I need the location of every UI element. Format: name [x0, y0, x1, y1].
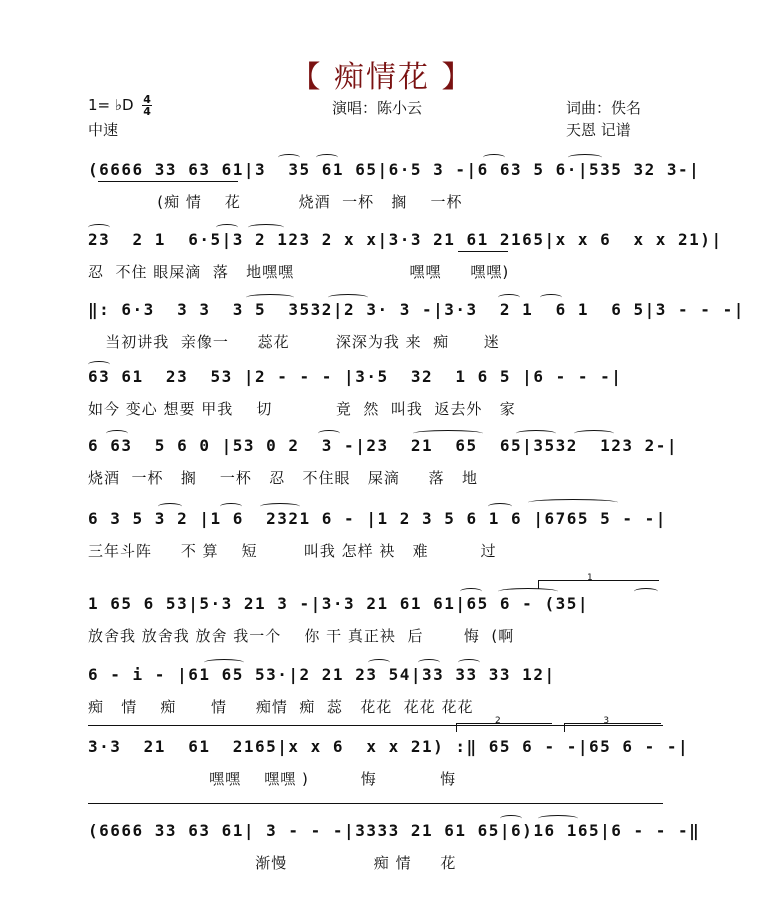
composer-credit: 词曲：佚名 [566, 99, 642, 117]
time-bottom: 4 [143, 105, 151, 118]
key-signature [88, 94, 152, 117]
lyrics: (痴 情 花 烧酒 一杯 搁 一杯 [88, 193, 463, 211]
volta-number: 2 [495, 716, 501, 726]
tempo-mark: 中速 [88, 121, 119, 139]
notation: 6 63 5 6 0 |53 0 2 3 -|23 21 65 65|3532 123 2-| [88, 436, 679, 455]
volta-number: 1 [587, 573, 593, 583]
lyrics: 渐慢 痴 情 花 [88, 854, 457, 872]
time-signature [142, 94, 152, 117]
volta-number: 3 [603, 716, 610, 726]
notation: (6666 33 63 61| 3 - - -|3333 21 61 65|6)16 165|6 - - -‖ [88, 821, 701, 840]
lyrics: 三年斗阵 不 算 短 叫我 怎样 袂 难 过 [88, 542, 497, 560]
volta-bracket-3 [564, 716, 661, 732]
lyrics: 放舍我 放舍我 放舍 我一个 你 干 真正袂 后 悔 (啊 [88, 627, 515, 645]
lyrics: 嘿嘿 嘿嘿 ) 悔 悔 [88, 770, 457, 788]
notation: (6666 33 63 61|3 35 61 65|6·5 3 -|6 63 5 6·|535 32 3-| [88, 160, 701, 179]
song-title: 【 痴情花 】 [290, 60, 474, 95]
volta-bracket-2 [456, 716, 552, 732]
notation: ‖: 6·3 3 3 3 5 3532|2 3· 3 -|3·3 2 1 6 1 6 5|3 - - -| [88, 300, 745, 319]
lyrics: 烧酒 一杯 搁 一杯 忍 不住眼 屎滴 落 地 [88, 469, 478, 487]
time-top: 4 [143, 93, 151, 106]
notation: 3·3 21 61 2165|x x 6 x x 21) :‖ 65 6 - -|65 6 - -| [88, 737, 690, 756]
lyrics: 痴 情 痴 情 痴情 痴 蕊 花花 花花 花花 [88, 698, 474, 716]
notation: 63 61 23 53 |2 - - - |3·5 32 1 6 5 |6 - - -| [88, 367, 623, 386]
notation: 6 3 5 3 2 |1 6 2321 6 - |1 2 3 5 6 1 6 |6765 5 - -| [88, 509, 667, 528]
lyrics: 忍 不住 眼屎滴 落 地嘿嘿 嘿嘿 嘿嘿) [88, 263, 510, 281]
notation: 1 65 6 53|5·3 21 3 -|3·3 21 61 61|65 6 - (35| [88, 594, 589, 613]
notation: 6 - i - |61 65 53·|2 21 23 54|33 33 33 12| [88, 665, 556, 684]
singer-credit: 演唱：陈小云 [332, 99, 423, 117]
notation: 23 2 1 6·5|3 2 123 2 x x|3·3 21 61 2165|x x 6 x x 21)| [88, 230, 723, 249]
lyrics: 如今 变心 想要 甲我 切 竟 然 叫我 返去外 家 [88, 400, 516, 418]
transcriber-credit: 天恩 记谱 [566, 121, 631, 139]
key-label: 1= ♭D [88, 96, 134, 114]
lyrics: 当初讲我 亲像一 蕊花 深深为我 来 痴 迷 [88, 333, 500, 351]
